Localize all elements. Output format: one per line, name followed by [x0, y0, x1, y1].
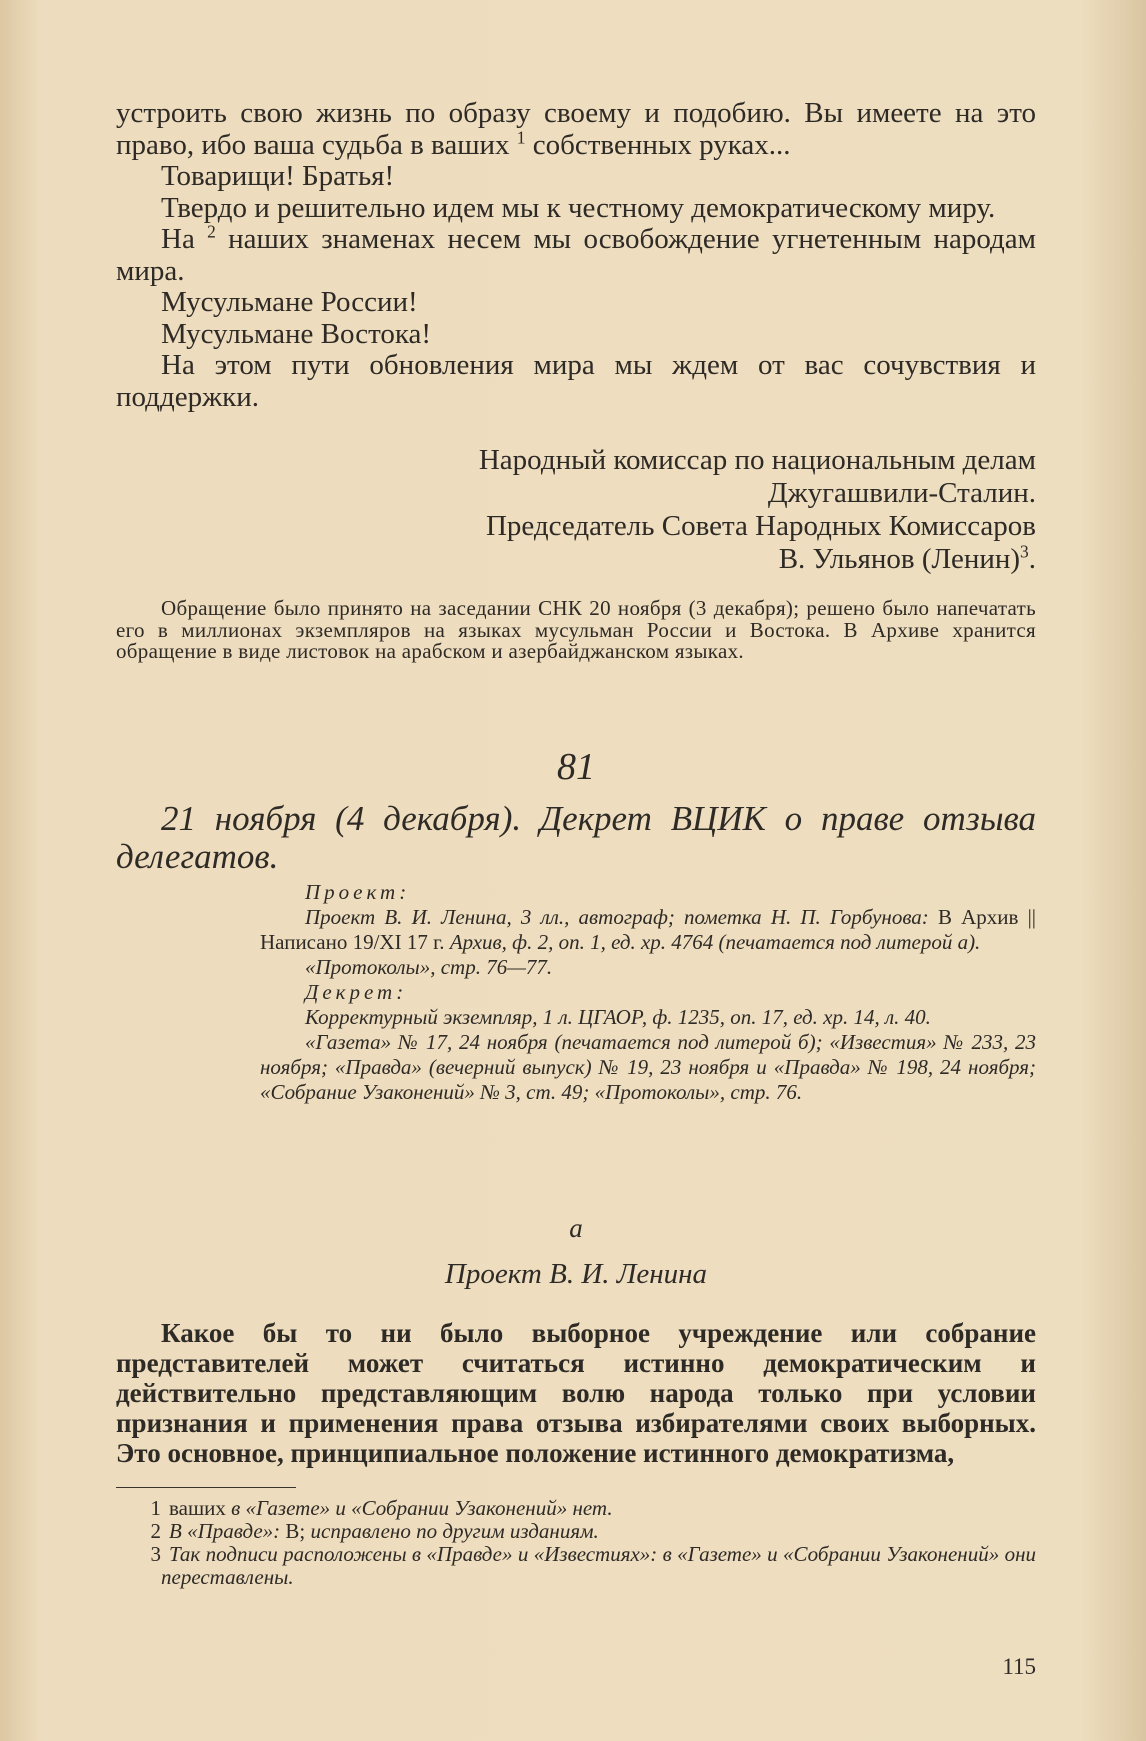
document-title-block — [116, 800, 1036, 876]
sources-decree-publications: «Газета» № 17, 24 ноября (печатается под литерой б); «Известия» № 233, 23 ноября; «Правда» (вечерний выпуск) № 19, 23 ноября и «Правда» № 198, 24 ноября; «Собрание Узаконений» № 3, ст. 49; «Протоколы», стр. 76. — [260, 1030, 1036, 1104]
signature-1-title: Народный комиссар по национальным делам — [478, 444, 1036, 476]
editorial-note: Обращение было принято на заседании СНК 20 ноября (3 декабря); решено было напечатать его в миллионах экземпляров на языках мусульман России и Востока. В Архиве хранится обращение в виде листовок на арабском и азербайджанском языках. — [116, 596, 1036, 663]
footnote-2: 2 В «Правде»: В; исправлено по другим изданиям. — [150, 1519, 599, 1543]
appeal-paragraph-3: Твердо и решительно идем мы к честному демократическому миру. — [161, 191, 996, 224]
sources-block — [260, 880, 1036, 1105]
signatures — [116, 444, 1036, 576]
sources-draft-entry: Проект В. И. Ленина, 3 лл., автограф; пометка Н. П. Горбунова: В Архив || Написано 19/XI 17 г. Архив, ф. 2, оп. 1, ед. хр. 4764 (печатается под литерой а). — [260, 905, 1037, 954]
document-number: 81 — [557, 746, 595, 788]
section-heading: Проект В. И. Ленина — [444, 1258, 708, 1290]
signature-2-name: В. Ульянов (Ленин)$^3$. — [778, 541, 1036, 575]
appeal-paragraph-6: Мусульмане Востока! — [161, 317, 432, 350]
footnotes — [116, 1497, 1036, 1589]
document-title: 21 ноября (4 декабря). Декрет ВЦИК о праве отзыва делегатов. — [116, 799, 1036, 876]
sources-draft-protocols: «Протоколы», стр. 76—77. — [305, 955, 553, 979]
section-letter: а — [569, 1213, 583, 1243]
signature-1-name: Джугашвили-Сталин. — [767, 477, 1036, 509]
footnote-3: 3 Так подписи расположены в «Правде» и «Известиях»: в «Газете» и «Собрании Узаконений» они переставлены. — [150, 1542, 1036, 1589]
page-number: 115 — [1002, 1654, 1036, 1679]
appeal-paragraph-1: устроить свою жизнь по образу своему и подобию. Вы имеете на это право, ибо ваша судьба в ваших $^1$ собственных руках... — [116, 97, 1036, 161]
section-text: Какое бы то ни было выборное учреждение или собрание представителей может считаться истинно демократическим и действительно представляющим волю народа только при условии признания и применения права отзыва избирателями своих выборных. Это основное, принципиальное положение истинного демократизма, — [116, 1318, 1036, 1468]
footnote-separator — [116, 1487, 296, 1488]
sources-decree-label: Декрет: — [305, 980, 408, 1004]
appeal-paragraph-7: На этом пути обновления мира мы ждем от вас сочувствия и поддержки. — [116, 349, 1036, 413]
signature-2-title: Председатель Совета Народных Комиссаров — [485, 510, 1036, 542]
footnote-1: 1 ваших в «Газете» и «Собрании Узаконений» нет. — [150, 1496, 613, 1520]
appeal-text — [116, 98, 1036, 413]
appeal-paragraph-5: Мусульмане России! — [161, 286, 418, 318]
appeal-paragraph-4: На $^2$ наших знаменах несем мы освобождение угнетенным народам мира. — [116, 221, 1037, 287]
footnote-ref-2[interactable]: 2 — [207, 221, 216, 242]
sources-draft-label: Проект: — [305, 880, 411, 904]
footnote-ref-3[interactable]: 3 — [1020, 541, 1029, 562]
footnote-ref-1[interactable]: 1 — [516, 126, 526, 147]
appeal-paragraph-2: Товарищи! Братья! — [161, 160, 395, 192]
sources-decree-proof: Корректурный экземпляр, 1 л. ЦГАОР, ф. 1235, оп. 17, ед. хр. 14, л. 40. — [305, 1005, 931, 1029]
